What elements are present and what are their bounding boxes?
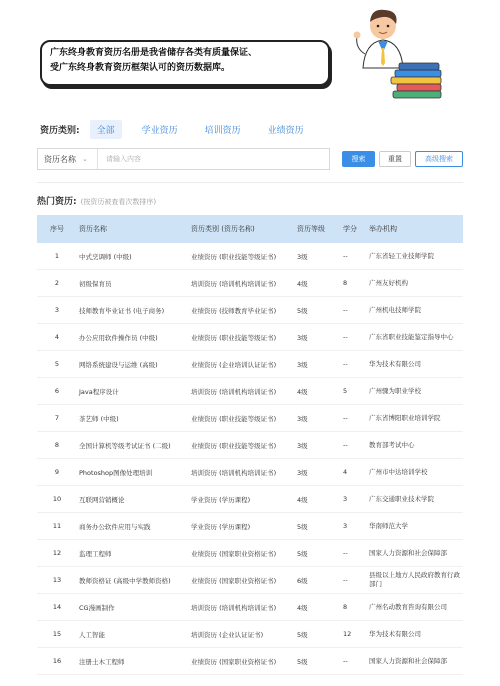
header-name: 资历名称 (79, 225, 107, 233)
cell-institution: 广州骤为职业学校 (369, 386, 421, 395)
search-bar (37, 148, 330, 170)
cell-level: 5级 (297, 657, 308, 666)
cell-index: 4 (54, 333, 60, 341)
table-row[interactable] (37, 324, 463, 351)
cell-level: 4级 (297, 387, 308, 396)
cell-category: 学业资历 (学历课程) (191, 522, 251, 531)
category-option-training[interactable]: 培训资历 (204, 125, 241, 136)
cell-category: 业绩资历 (国家职业资格证书) (191, 549, 277, 558)
table-row[interactable] (37, 648, 463, 675)
cell-level: 6级 (297, 576, 308, 585)
table-row[interactable] (37, 351, 463, 378)
cell-name[interactable]: 初级保育员 (79, 279, 112, 288)
header-category: 资历类别 (资历名称) (191, 225, 255, 233)
cell-credits: -- (343, 414, 348, 422)
cell-level: 3级 (297, 333, 308, 342)
cell-category: 培训资历 (培训机构培训证书) (191, 387, 277, 396)
cell-credits: 12 (343, 630, 352, 638)
table-row[interactable] (37, 567, 463, 594)
cell-category: 业绩资历 (技师教育毕业证书) (191, 306, 277, 315)
cell-name[interactable]: 办公应用软件操作员 (中级) (79, 333, 158, 342)
cell-level: 5级 (297, 306, 308, 315)
intro-speech-bubble (40, 40, 330, 86)
search-field-label: 资历名称 (44, 154, 76, 164)
cell-category: 培训资历 (培训机构培训证书) (191, 603, 277, 612)
cell-credits: 4 (343, 468, 348, 476)
search-button[interactable]: 搜索 (342, 151, 375, 167)
cell-name[interactable]: 互联网营销概论 (79, 495, 125, 504)
table-body (37, 243, 463, 675)
table-row[interactable] (37, 378, 463, 405)
cell-category: 学业资历 (学历课程) (191, 495, 251, 504)
cell-index: 13 (52, 576, 62, 584)
table-row[interactable] (37, 486, 463, 513)
cell-institution: 广东省职业技能鉴定指导中心 (369, 332, 454, 341)
cell-category: 业绩资历 (职业技能等级证书) (191, 333, 277, 342)
table-row[interactable] (37, 459, 463, 486)
cell-level: 3级 (297, 441, 308, 450)
reset-button[interactable]: 重置 (379, 151, 411, 167)
table-row[interactable] (37, 270, 463, 297)
cell-name[interactable]: Java程序设计 (79, 387, 119, 396)
cell-institution: 县级以上地方人民政府教育行政部门 (369, 571, 460, 588)
cell-credits: -- (343, 549, 348, 557)
cell-credits: -- (343, 576, 348, 584)
cell-institution: 广州机电技师学院 (369, 305, 421, 314)
cell-category: 培训资历 (培训机构培训证书) (191, 468, 277, 477)
cell-index: 15 (52, 630, 62, 638)
cell-level: 4级 (297, 279, 308, 288)
cell-index: 11 (52, 522, 62, 530)
cell-name[interactable]: 教师资格证 (高级中学教师资格) (79, 576, 171, 585)
cell-level: 5级 (297, 630, 308, 639)
cell-level: 3级 (297, 360, 308, 369)
table-header (37, 215, 463, 243)
cell-credits: -- (343, 360, 348, 368)
table-row[interactable] (37, 540, 463, 567)
cell-credits: -- (343, 333, 348, 341)
cell-name[interactable]: 技师教育毕业证书 (电子商务) (79, 306, 165, 315)
cell-name[interactable]: CG漫画制作 (79, 603, 115, 612)
cell-credits: 5 (343, 387, 348, 395)
table-row[interactable] (37, 513, 463, 540)
cell-credits: 3 (343, 495, 348, 503)
cell-index: 14 (52, 603, 62, 611)
teacher-illustration (345, 8, 465, 108)
cell-level: 5级 (297, 522, 308, 531)
cell-level: 4级 (297, 603, 308, 612)
header-institution: 举办机构 (369, 224, 397, 233)
cell-institution: 广东交通职业技术学院 (369, 494, 434, 503)
hot-title-text: 热门资历: (37, 197, 77, 207)
cell-category: 培训资历 (企业认证证书) (191, 630, 264, 639)
header-credits: 学分 (343, 225, 357, 233)
category-option-performance[interactable]: 业绩资历 (267, 125, 304, 136)
cell-institution: 广州友好机构 (369, 278, 408, 287)
table-row[interactable] (37, 594, 463, 621)
cell-index: 9 (54, 468, 60, 476)
category-label: 资历类别: (40, 125, 80, 136)
cell-index: 2 (54, 279, 60, 287)
cell-institution: 国家人力资源和社会保障部 (369, 656, 447, 665)
cell-credits: -- (343, 252, 348, 260)
category-filter (40, 119, 324, 139)
cell-credits: -- (343, 657, 348, 665)
cell-credits: -- (343, 306, 348, 314)
cell-institution: 广东省轻工业技师学院 (369, 251, 434, 260)
cell-institution: 广州市中达培训学校 (369, 467, 428, 476)
header-index: 序号 (50, 225, 64, 233)
cell-category: 业绩资历 (国家职业资格证书) (191, 657, 277, 666)
table-row[interactable] (37, 243, 463, 270)
cell-institution: 华南师范大学 (369, 521, 408, 530)
intro-line-1: 广东终身教育资历名册是我省储存各类有质量保证、 (50, 48, 258, 58)
cell-level: 3级 (297, 468, 308, 477)
cell-credits: 8 (343, 279, 348, 287)
cell-level: 3级 (297, 414, 308, 423)
cell-name[interactable]: Photoshop图像处理培训 (79, 468, 153, 477)
cell-name[interactable]: 商务办公软件应用与实践 (79, 522, 151, 531)
cell-category: 业绩资历 (职业技能等级证书) (191, 414, 277, 423)
table-row[interactable] (37, 405, 463, 432)
cell-index: 16 (52, 657, 62, 665)
cell-index: 12 (52, 549, 62, 557)
cell-institution: 广州名动教育咨询有限公司 (369, 602, 447, 611)
cell-institution: 教育部考试中心 (369, 440, 415, 449)
cell-name[interactable]: 茶艺师 (中级) (79, 414, 119, 423)
cell-index: 7 (54, 414, 60, 422)
banner (0, 0, 500, 110)
cell-level: 5级 (297, 549, 308, 558)
cell-category: 业绩资历 (企业培训认证证书) (191, 360, 277, 369)
cell-level: 3级 (297, 252, 308, 261)
category-option-all[interactable]: 全部 (90, 120, 122, 139)
chevron-down-icon: ⌄ (82, 155, 88, 163)
cell-index: 1 (54, 252, 60, 260)
search-field-select[interactable] (38, 149, 98, 169)
cell-name[interactable]: 人工智能 (79, 630, 105, 639)
divider (37, 182, 463, 183)
table-row[interactable] (37, 621, 463, 648)
cell-institution: 国家人力资源和社会保障部 (369, 548, 447, 557)
hot-qualifications-title (37, 194, 156, 207)
cell-category: 业绩资历 (职业技能等级证书) (191, 441, 277, 450)
cell-index: 10 (52, 495, 62, 503)
cell-credits: -- (343, 441, 348, 449)
table-row[interactable] (37, 432, 463, 459)
cell-name[interactable]: 监理工程师 (79, 549, 112, 558)
cell-credits: 3 (343, 522, 348, 530)
cell-category: 培训资历 (培训机构培训证书) (191, 279, 277, 288)
cell-institution: 华为技术有限公司 (369, 359, 421, 368)
cell-institution: 华为技术有限公司 (369, 629, 421, 638)
cell-name[interactable]: 中式烹调师 (中级) (79, 252, 132, 261)
cell-institution: 广东省博阳职业培训学院 (369, 413, 441, 422)
cell-index: 8 (54, 441, 60, 449)
cell-name[interactable]: 注册土木工程师 (79, 657, 125, 666)
cell-category: 业绩资历 (国家职业资格证书) (191, 576, 277, 585)
cell-index: 6 (54, 387, 60, 395)
cell-name[interactable]: 全国计算机等级考试证书 (二级) (79, 441, 171, 450)
cell-index: 5 (54, 360, 60, 368)
qualifications-table (37, 215, 463, 675)
intro-line-2: 受广东终身教育资历框架认可的资历数据库。 (50, 63, 231, 73)
cell-category: 业绩资历 (职业技能等级证书) (191, 252, 277, 261)
category-option-academic[interactable]: 学业资历 (141, 125, 178, 136)
cell-credits: 8 (343, 603, 348, 611)
header-level: 资历等级 (297, 225, 325, 233)
advanced-search-button[interactable]: 高级搜索 (415, 151, 463, 167)
search-input[interactable] (98, 149, 329, 169)
cell-level: 4级 (297, 495, 308, 504)
table-row[interactable] (37, 297, 463, 324)
cell-index: 3 (54, 306, 60, 314)
hot-subtitle: (按资历被查看次数排序) (80, 198, 157, 206)
cell-name[interactable]: 网络系统建设与运维 (高级) (79, 360, 158, 369)
